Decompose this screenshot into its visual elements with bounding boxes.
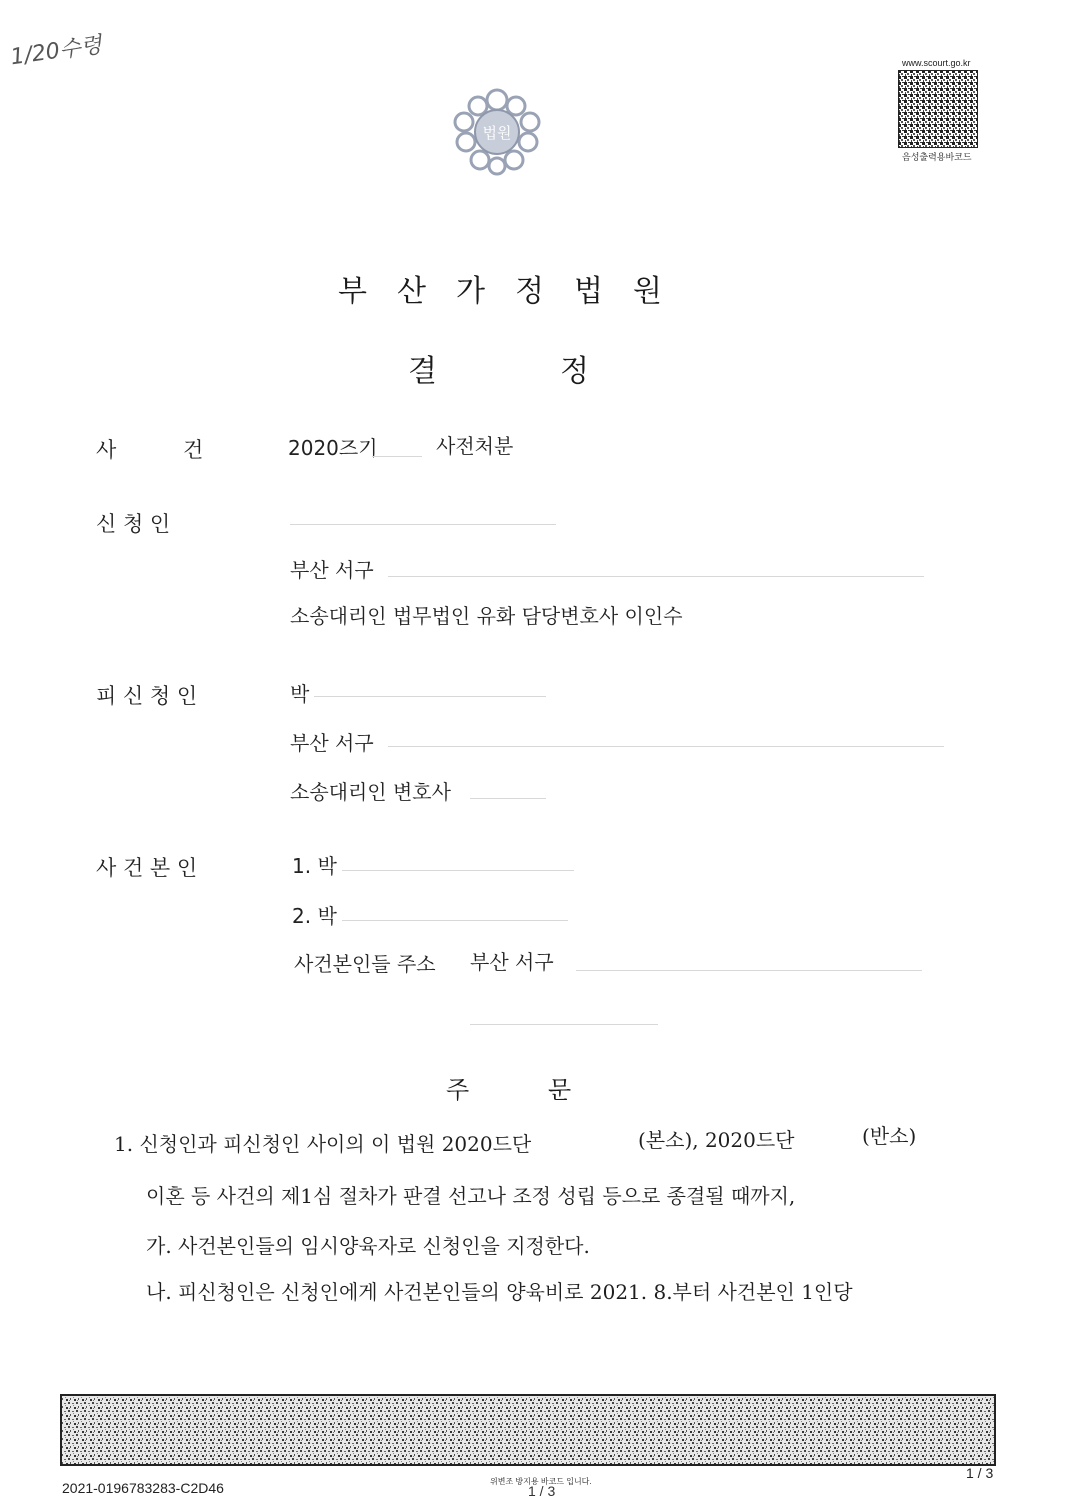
order-line-2: 이혼 등 사건의 제1심 절차가 판결 선고나 조정 성립 등으로 종결될 때까지, [146,1184,796,1208]
principal-item-2: 2. 박 [292,904,337,928]
respondent-address: 부산 서구 [290,731,374,755]
page-number-right: 1 / 3 [966,1465,994,1481]
applicant-label: 신 청 인 [96,512,171,536]
respondent-label: 피 신 청 인 [96,684,198,708]
order-line-1c: (반소) [862,1124,917,1148]
emblem-text: 법원 [482,124,512,142]
applicant-agent: 소송대리인 법무법인 유화 담당변호사 이인수 [290,604,683,628]
order-title-part2: 문 [548,1076,572,1104]
principals-address: 부산 서구 [470,950,554,974]
qr-code-icon [898,70,978,148]
order-line-3: 가. 사건본인들의 임시양육자로 신청인을 지정한다. [146,1234,590,1258]
court-name: 부산가정법원 [338,274,692,309]
anti-forgery-barcode-icon [60,1394,996,1466]
doc-type-part1: 결 [408,354,437,389]
doc-type-part2: 정 [560,354,589,389]
applicant-address: 부산 서구 [290,558,374,582]
page-number-center: 1 / 3 [528,1483,556,1499]
qr-url: www.scourt.go.kr [902,58,971,68]
respondent-name: 박 [290,682,310,706]
respondent-agent: 소송대리인 변호사 [290,780,451,804]
order-line-1b: (본소), 2020드단 [638,1128,795,1152]
case-type: 사전처분 [436,434,514,458]
principals-label: 사 건 본 인 [96,856,198,880]
order-line-4: 나. 피신청인은 신청인에게 사건본인들의 양육비로 2021. 8.부터 사건본인 1인당 [146,1280,853,1304]
principals-address-label: 사건본인들 주소 [294,952,436,976]
order-line-1a: 1. 신청인과 피신청인 사이의 이 법원 2020드단 [114,1132,532,1156]
barcode-notice: 위변조 방지용 바코드 입니다. [490,1477,592,1486]
handwritten-receipt-note: 1/20수령 [8,32,104,71]
case-label: 사 건 [96,438,204,462]
qr-caption: 음성출력용바코드 [902,152,972,162]
order-title-part1: 주 [446,1076,470,1104]
principal-item-1: 1. 박 [292,854,337,878]
case-number: 2020즈기 [288,436,378,460]
document-code: 2021-0196783283-C2D46 [62,1480,224,1496]
court-emblem-icon [446,80,548,180]
